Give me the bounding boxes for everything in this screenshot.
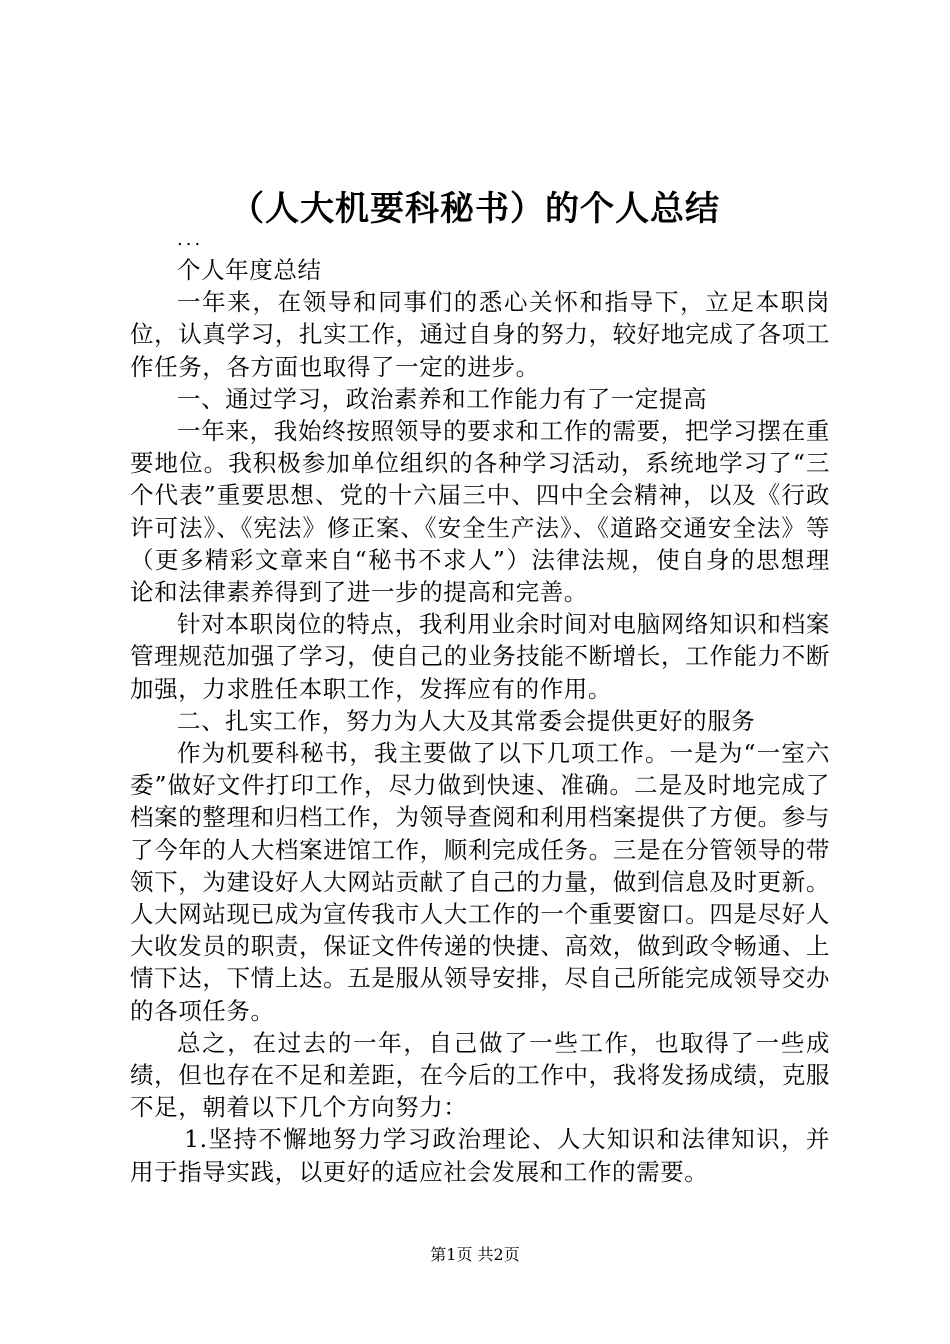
- section-heading-2: 二、扎实工作，努力为人大及其常委会提供更好的服务: [177, 706, 756, 735]
- list-item-1: 1.坚持不懈地努力学习政治理论、人大知识和法律知识，并用于指导实践，以更好的适应社会发展和工作的需要。: [130, 1125, 830, 1186]
- document-body: [130, 226, 830, 1188]
- ellipsis-line: ...: [177, 229, 204, 250]
- paragraph-intro: 一年来，在领导和同事们的悉心关怀和指导下，立足本职岗位，认真学习，扎实工作，通过自身的努力，较好地完成了各项工作任务，各方面也取得了一定的进步。: [130, 288, 830, 381]
- page-footer: 第1页 共2页: [430, 1245, 520, 1264]
- paragraph-work: 作为机要科秘书，我主要做了以下几项工作。一是为“一室六委”做好文件打印工作，尽力做到快速、准确。二是及时地完成了档案的整理和归档工作，为领导查阅和利用档案提供了方便。参与了今年的人大档案进馆工作，顺利完成任务。三是在分管领导的带领下，为建设好人大网站贡献了自己的力量，做到信息及时更新。人大网站现已成为宣传我市人大工作的一个重要窗口。四是尽好人大收发员的职责，保证文件传递的快捷、高效，做到政令畅通、上情下达，下情上达。五是服从领导安排，尽自己所能完成领导交办的各项任务。: [130, 739, 830, 1025]
- paragraph-study: 一年来，我始终按照领导的要求和工作的需要，把学习摆在重要地位。我积极参加单位组织的各种学习活动，系统地学习了“三个代表”重要思想、党的十六届三中、四中全会精神，以及《行政许可法》、《宪法》修正案、《安全生产法》、《道路交通安全法》等（更多精彩文章来自“秘书不求人”）法律法规，使自身的思想理论和法律素养得到了进一步的提高和完善。: [130, 417, 830, 607]
- document-title: （人大机要科秘书）的个人总结: [230, 189, 720, 229]
- section-heading-1: 一、通过学习，政治素养和工作能力有了一定提高: [177, 384, 708, 413]
- paragraph-summary: 总之，在过去的一年，自己做了一些工作，也取得了一些成绩，但也存在不足和差距，在今后的工作中，我将发扬成绩，克服不足，朝着以下几个方向努力：: [130, 1028, 830, 1122]
- paragraph-skills: 针对本职岗位的特点，我利用业余时间对电脑网络知识和档案管理规范加强了学习，使自己的业务技能不断增长，工作能力不断加强，力求胜任本职工作，发挥应有的作用。: [130, 610, 830, 703]
- paragraph-subtitle: 个人年度总结: [177, 256, 322, 284]
